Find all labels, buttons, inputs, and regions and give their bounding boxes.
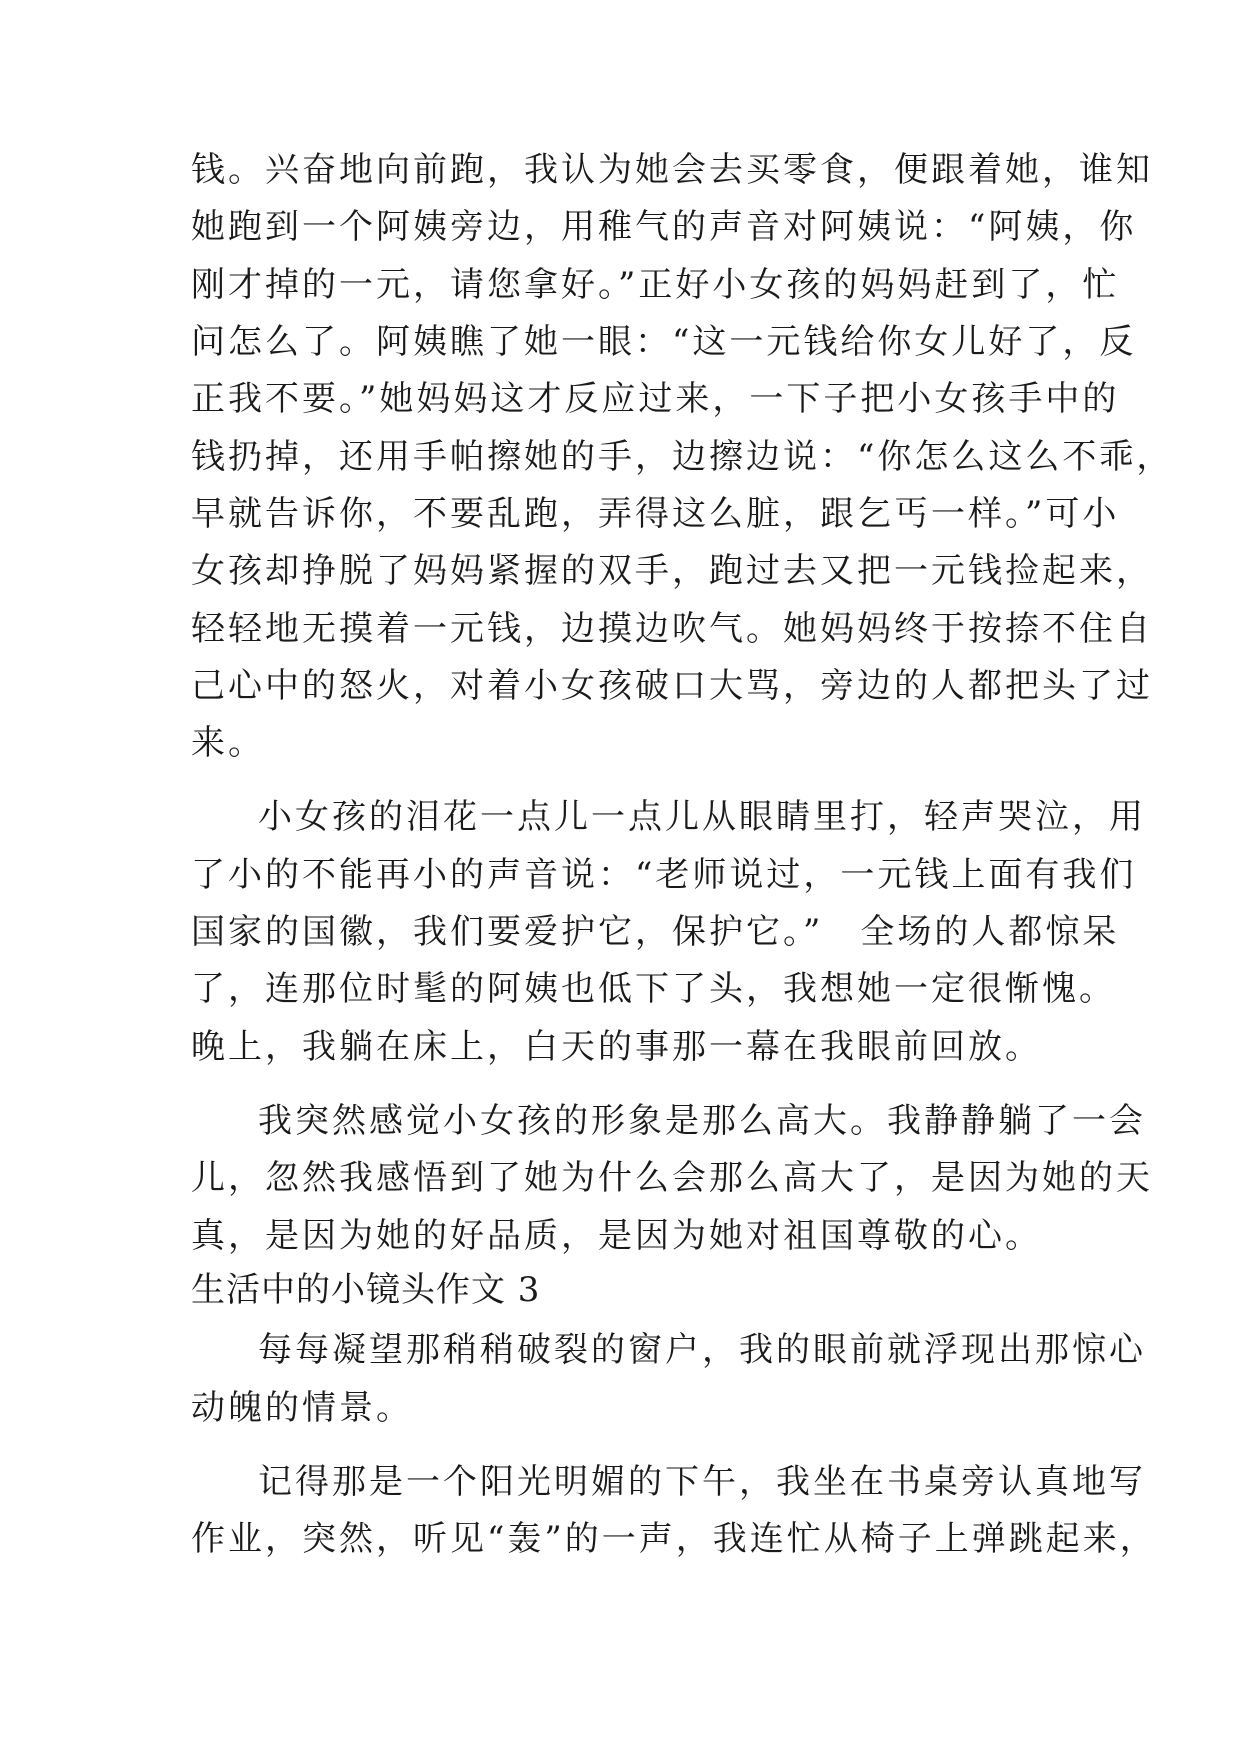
text-line: 钱。兴奋地向前跑，我认为她会去买零食，便跟着她，谁知 [191,150,1153,190]
text-line: 早就告诉你，不要乱跑，弄得这么脏，跟乞丐一样。”可小 [191,494,1120,534]
paragraph-first-line: 记得那是一个阳光明媚的下午，我坐在书桌旁认真地写 [258,1462,1146,1502]
text-line: 作业，突然，听见“轰”的一声，我连忙从椅子上弹跳起来， [191,1519,1157,1559]
text-line: 轻轻地无摸着一元钱，边摸边吹气。她妈妈终于按捺不住自 [191,609,1153,649]
text-line: 儿，忽然我感悟到了她为什么会那么高大了，是因为她的天 [191,1158,1153,1198]
text-line: 钱扔掉，还用手帕擦她的手，边擦边说：“你怎么这么不乖， [191,437,1174,477]
text-line: 来。 [191,723,265,763]
text-line: 了，连那位时髦的阿姨也低下了头，我想她一定很惭愧。 [191,969,1116,1009]
text-line: 刚才掉的一元，请您拿好。”正好小女孩的妈妈赶到了，忙 [191,265,1120,305]
section-heading: 生活中的小镜头作文 3 [191,1270,541,1310]
text-line: 她跑到一个阿姨旁边，用稚气的声音对阿姨说：“阿姨，你 [191,207,1137,247]
paragraph-first-line: 我突然感觉小女孩的形象是那么高大。我静静躺了一会 [258,1101,1146,1141]
paragraph-first-line: 每每凝望那稍稍破裂的窗户，我的眼前就浮现出那惊心 [258,1330,1146,1370]
text-line: 己心中的怒火，对着小女孩破口大骂，旁边的人都把头了过 [191,666,1153,706]
text-line: 正我不要。”她妈妈这才反应过来，一下子把小女孩手中的 [191,379,1120,419]
text-line: 问怎么了。阿姨瞧了她一眼：“这一元钱给你女儿好了，反 [191,322,1137,362]
text-line: 国家的国徽，我们要爱护它，保护它。” 全场的人都惊呆 [191,912,1120,952]
text-line: 了小的不能再小的声音说：“老师说过，一元钱上面有我们 [191,855,1137,895]
text-line: 动魄的情景。 [191,1388,413,1428]
paragraph-first-line: 小女孩的泪花一点儿一点儿从眼睛里打，轻声哭泣，用 [258,797,1146,837]
text-line: 女孩却挣脱了妈妈紧握的双手，跑过去又把一元钱捡起来， [191,551,1153,591]
text-line: 真，是因为她的好品质，是因为她对祖国尊敬的心。 [191,1216,1042,1256]
text-line: 晚上，我躺在床上，白天的事那一幕在我眼前回放。 [191,1027,1042,1067]
